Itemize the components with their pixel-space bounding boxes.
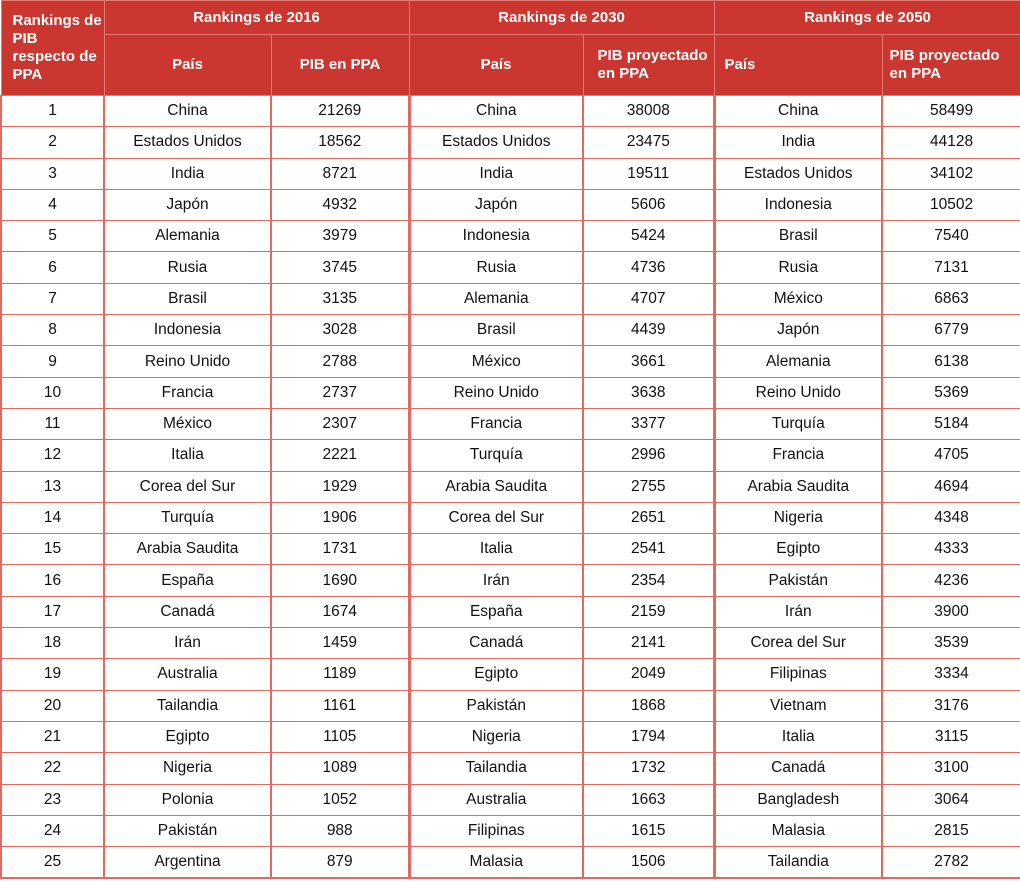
country-2050-cell: Pakistán — [714, 565, 882, 596]
gdp-2050-cell: 4348 — [882, 502, 1020, 533]
gdp-2030-cell: 3377 — [583, 408, 714, 439]
country-2030-cell: Japón — [409, 189, 583, 220]
country-2030-cell: Irán — [409, 565, 583, 596]
rank-cell: 2 — [1, 127, 104, 158]
gdp-2030-cell: 1794 — [583, 721, 714, 752]
gdp-header-2030: PIB proyectado en PPA — [583, 35, 714, 96]
country-2030-cell: Rusia — [409, 252, 583, 283]
gdp-2016-cell: 4932 — [271, 189, 409, 220]
gdp-2016-cell: 3745 — [271, 252, 409, 283]
rank-cell: 4 — [1, 189, 104, 220]
country-2030-cell: Indonesia — [409, 221, 583, 252]
group-header-2016: Rankings de 2016 — [104, 1, 409, 35]
country-2016-cell: Argentina — [104, 847, 271, 879]
country-2016-cell: Brasil — [104, 283, 271, 314]
table-row — [1, 315, 1020, 346]
table-row — [1, 690, 1020, 721]
rank-cell: 20 — [1, 690, 104, 721]
country-2016-cell: Alemania — [104, 221, 271, 252]
rank-cell: 3 — [1, 158, 104, 189]
gdp-2050-cell: 3064 — [882, 784, 1020, 815]
gdp-2030-cell: 2159 — [583, 596, 714, 627]
table-row — [1, 847, 1020, 879]
gdp-2030-cell: 2996 — [583, 440, 714, 471]
country-header-2030: País — [409, 35, 583, 96]
gdp-2030-cell: 1615 — [583, 815, 714, 846]
gdp-2030-cell: 2141 — [583, 628, 714, 659]
gdp-2030-cell: 2049 — [583, 659, 714, 690]
rank-cell: 19 — [1, 659, 104, 690]
country-2030-cell: Turquía — [409, 440, 583, 471]
table-row — [1, 534, 1020, 565]
rank-cell: 21 — [1, 721, 104, 752]
country-2016-cell: Reino Unido — [104, 346, 271, 377]
country-2050-cell: Nigeria — [714, 502, 882, 533]
gdp-2016-cell: 1161 — [271, 690, 409, 721]
country-2050-cell: Italia — [714, 721, 882, 752]
country-2050-cell: Vietnam — [714, 690, 882, 721]
gdp-2030-cell: 4736 — [583, 252, 714, 283]
table-row — [1, 408, 1020, 439]
gdp-2050-cell: 4705 — [882, 440, 1020, 471]
gdp-2016-cell: 1674 — [271, 596, 409, 627]
country-2030-cell: Australia — [409, 784, 583, 815]
country-2050-cell: India — [714, 127, 882, 158]
gdp-2016-cell: 2788 — [271, 346, 409, 377]
gdp-2050-cell: 34102 — [882, 158, 1020, 189]
group-header-2030: Rankings de 2030 — [409, 1, 714, 35]
gdp-2050-cell: 4236 — [882, 565, 1020, 596]
country-2050-cell: Japón — [714, 315, 882, 346]
gdp-2016-cell: 3028 — [271, 315, 409, 346]
country-2016-cell: Polonia — [104, 784, 271, 815]
country-2016-cell: India — [104, 158, 271, 189]
table-row — [1, 283, 1020, 314]
rank-cell: 11 — [1, 408, 104, 439]
rank-cell: 6 — [1, 252, 104, 283]
rank-cell: 10 — [1, 377, 104, 408]
country-2050-cell: Arabia Saudita — [714, 471, 882, 502]
country-2016-cell: Nigeria — [104, 753, 271, 784]
gdp-2050-cell: 7540 — [882, 221, 1020, 252]
country-2050-cell: Malasia — [714, 815, 882, 846]
country-2016-cell: Irán — [104, 628, 271, 659]
gdp-2050-cell: 6138 — [882, 346, 1020, 377]
table-row — [1, 252, 1020, 283]
table-row — [1, 158, 1020, 189]
country-2030-cell: Canadá — [409, 628, 583, 659]
country-2030-cell: España — [409, 596, 583, 627]
country-2030-cell: India — [409, 158, 583, 189]
gdp-2016-cell: 21269 — [271, 96, 409, 127]
country-2050-cell: México — [714, 283, 882, 314]
gdp-2016-cell: 18562 — [271, 127, 409, 158]
table-row — [1, 721, 1020, 752]
gdp-2016-cell: 1089 — [271, 753, 409, 784]
country-2030-cell: Brasil — [409, 315, 583, 346]
rank-cell: 23 — [1, 784, 104, 815]
gdp-2016-cell: 1052 — [271, 784, 409, 815]
gdp-2050-cell: 44128 — [882, 127, 1020, 158]
gdp-2050-cell: 10502 — [882, 189, 1020, 220]
gdp-2050-cell: 2782 — [882, 847, 1020, 879]
country-2016-cell: Pakistán — [104, 815, 271, 846]
rank-cell: 15 — [1, 534, 104, 565]
gdp-2030-cell: 23475 — [583, 127, 714, 158]
gdp-2030-cell: 3638 — [583, 377, 714, 408]
gdp-2016-cell: 2307 — [271, 408, 409, 439]
gdp-2030-cell: 19511 — [583, 158, 714, 189]
gdp-2050-cell: 3334 — [882, 659, 1020, 690]
table-row — [1, 753, 1020, 784]
country-2016-cell: Arabia Saudita — [104, 534, 271, 565]
rank-cell: 22 — [1, 753, 104, 784]
rank-cell: 16 — [1, 565, 104, 596]
rank-cell: 24 — [1, 815, 104, 846]
rank-cell: 17 — [1, 596, 104, 627]
country-2016-cell: México — [104, 408, 271, 439]
table-row — [1, 189, 1020, 220]
gdp-2016-cell: 8721 — [271, 158, 409, 189]
gdp-header-2016: PIB en PPA — [271, 35, 409, 96]
country-2016-cell: Canadá — [104, 596, 271, 627]
country-2050-cell: Rusia — [714, 252, 882, 283]
rank-column-header: Rankings de PIB respecto de PPA — [1, 1, 104, 96]
gdp-2030-cell: 5606 — [583, 189, 714, 220]
gdp-2030-cell: 1506 — [583, 847, 714, 879]
country-2016-cell: China — [104, 96, 271, 127]
country-2016-cell: Tailandia — [104, 690, 271, 721]
country-2050-cell: Francia — [714, 440, 882, 471]
country-2030-cell: China — [409, 96, 583, 127]
gdp-2050-cell: 3176 — [882, 690, 1020, 721]
country-2050-cell: Brasil — [714, 221, 882, 252]
rank-cell: 13 — [1, 471, 104, 502]
gdp-2016-cell: 1906 — [271, 502, 409, 533]
group-header-2050: Rankings de 2050 — [714, 1, 1020, 35]
gdp-2030-cell: 2651 — [583, 502, 714, 533]
gdp-2050-cell: 5184 — [882, 408, 1020, 439]
gdp-2030-cell: 4439 — [583, 315, 714, 346]
table-row — [1, 565, 1020, 596]
gdp-2030-cell: 38008 — [583, 96, 714, 127]
country-2050-cell: China — [714, 96, 882, 127]
gdp-2030-cell: 4707 — [583, 283, 714, 314]
gdp-2050-cell: 3115 — [882, 721, 1020, 752]
table-header — [1, 1, 1020, 96]
rank-cell: 12 — [1, 440, 104, 471]
country-2030-cell: Malasia — [409, 847, 583, 879]
table-row — [1, 440, 1020, 471]
gdp-2030-cell: 2755 — [583, 471, 714, 502]
header-sub-row — [1, 35, 1020, 96]
table-row — [1, 784, 1020, 815]
country-2050-cell: Alemania — [714, 346, 882, 377]
gdp-2030-cell: 5424 — [583, 221, 714, 252]
country-2030-cell: Arabia Saudita — [409, 471, 583, 502]
gdp-2050-cell: 58499 — [882, 96, 1020, 127]
table-row — [1, 628, 1020, 659]
table-row — [1, 502, 1020, 533]
gdp-2050-cell: 3539 — [882, 628, 1020, 659]
country-2016-cell: Rusia — [104, 252, 271, 283]
country-2016-cell: Italia — [104, 440, 271, 471]
gdp-2050-cell: 4333 — [882, 534, 1020, 565]
country-2050-cell: Estados Unidos — [714, 158, 882, 189]
country-2030-cell: Nigeria — [409, 721, 583, 752]
gdp-2016-cell: 1459 — [271, 628, 409, 659]
rank-cell: 18 — [1, 628, 104, 659]
country-2030-cell: Filipinas — [409, 815, 583, 846]
country-2016-cell: Francia — [104, 377, 271, 408]
gdp-2016-cell: 3979 — [271, 221, 409, 252]
country-2050-cell: Corea del Sur — [714, 628, 882, 659]
country-2050-cell: Irán — [714, 596, 882, 627]
rank-cell: 9 — [1, 346, 104, 377]
country-2050-cell: Canadá — [714, 753, 882, 784]
gdp-2050-cell: 5369 — [882, 377, 1020, 408]
table-row — [1, 127, 1020, 158]
country-2030-cell: Estados Unidos — [409, 127, 583, 158]
country-2016-cell: Egipto — [104, 721, 271, 752]
gdp-header-2050: PIB proyectado en PPA — [882, 35, 1020, 96]
country-2030-cell: Tailandia — [409, 753, 583, 784]
gdp-2016-cell: 2737 — [271, 377, 409, 408]
gdp-2050-cell: 6863 — [882, 283, 1020, 314]
gdp-2016-cell: 988 — [271, 815, 409, 846]
gdp-2016-cell: 879 — [271, 847, 409, 879]
table-row — [1, 377, 1020, 408]
country-2016-cell: Australia — [104, 659, 271, 690]
country-2050-cell: Turquía — [714, 408, 882, 439]
table-row — [1, 596, 1020, 627]
country-2050-cell: Indonesia — [714, 189, 882, 220]
gdp-2050-cell: 3100 — [882, 753, 1020, 784]
country-2050-cell: Filipinas — [714, 659, 882, 690]
country-2030-cell: Francia — [409, 408, 583, 439]
rank-cell: 25 — [1, 847, 104, 879]
gdp-2016-cell: 1731 — [271, 534, 409, 565]
table-row — [1, 346, 1020, 377]
country-2016-cell: Japón — [104, 189, 271, 220]
gdp-2030-cell: 2541 — [583, 534, 714, 565]
gdp-2030-cell: 3661 — [583, 346, 714, 377]
country-2016-cell: Turquía — [104, 502, 271, 533]
rank-cell: 1 — [1, 96, 104, 127]
table-row — [1, 96, 1020, 127]
country-2030-cell: Reino Unido — [409, 377, 583, 408]
header-group-row — [1, 1, 1020, 35]
table-body — [1, 96, 1020, 879]
country-2030-cell: Egipto — [409, 659, 583, 690]
gdp-2030-cell: 1868 — [583, 690, 714, 721]
gdp-2050-cell: 7131 — [882, 252, 1020, 283]
gdp-2016-cell: 1929 — [271, 471, 409, 502]
country-header-2016: País — [104, 35, 271, 96]
country-2050-cell: Bangladesh — [714, 784, 882, 815]
gdp-2030-cell: 1732 — [583, 753, 714, 784]
country-2030-cell: Pakistán — [409, 690, 583, 721]
gdp-2016-cell: 1105 — [271, 721, 409, 752]
table-row — [1, 815, 1020, 846]
rank-cell: 14 — [1, 502, 104, 533]
country-2030-cell: Corea del Sur — [409, 502, 583, 533]
gdp-2050-cell: 3900 — [882, 596, 1020, 627]
country-2050-cell: Reino Unido — [714, 377, 882, 408]
gdp-2016-cell: 3135 — [271, 283, 409, 314]
table-row — [1, 659, 1020, 690]
rank-cell: 7 — [1, 283, 104, 314]
gdp-2050-cell: 2815 — [882, 815, 1020, 846]
country-2030-cell: Italia — [409, 534, 583, 565]
country-2030-cell: Alemania — [409, 283, 583, 314]
table-row — [1, 221, 1020, 252]
gdp-2030-cell: 1663 — [583, 784, 714, 815]
gdp-2050-cell: 4694 — [882, 471, 1020, 502]
gdp-2016-cell: 1690 — [271, 565, 409, 596]
country-2050-cell: Tailandia — [714, 847, 882, 879]
gdp-2016-cell: 2221 — [271, 440, 409, 471]
gdp-2030-cell: 2354 — [583, 565, 714, 596]
country-2016-cell: España — [104, 565, 271, 596]
rank-cell: 8 — [1, 315, 104, 346]
country-2030-cell: México — [409, 346, 583, 377]
country-2050-cell: Egipto — [714, 534, 882, 565]
rank-cell: 5 — [1, 221, 104, 252]
country-2016-cell: Estados Unidos — [104, 127, 271, 158]
gdp-2050-cell: 6779 — [882, 315, 1020, 346]
table-row — [1, 471, 1020, 502]
gdp-2016-cell: 1189 — [271, 659, 409, 690]
country-2016-cell: Corea del Sur — [104, 471, 271, 502]
country-header-2050: País — [714, 35, 882, 96]
country-2016-cell: Indonesia — [104, 315, 271, 346]
